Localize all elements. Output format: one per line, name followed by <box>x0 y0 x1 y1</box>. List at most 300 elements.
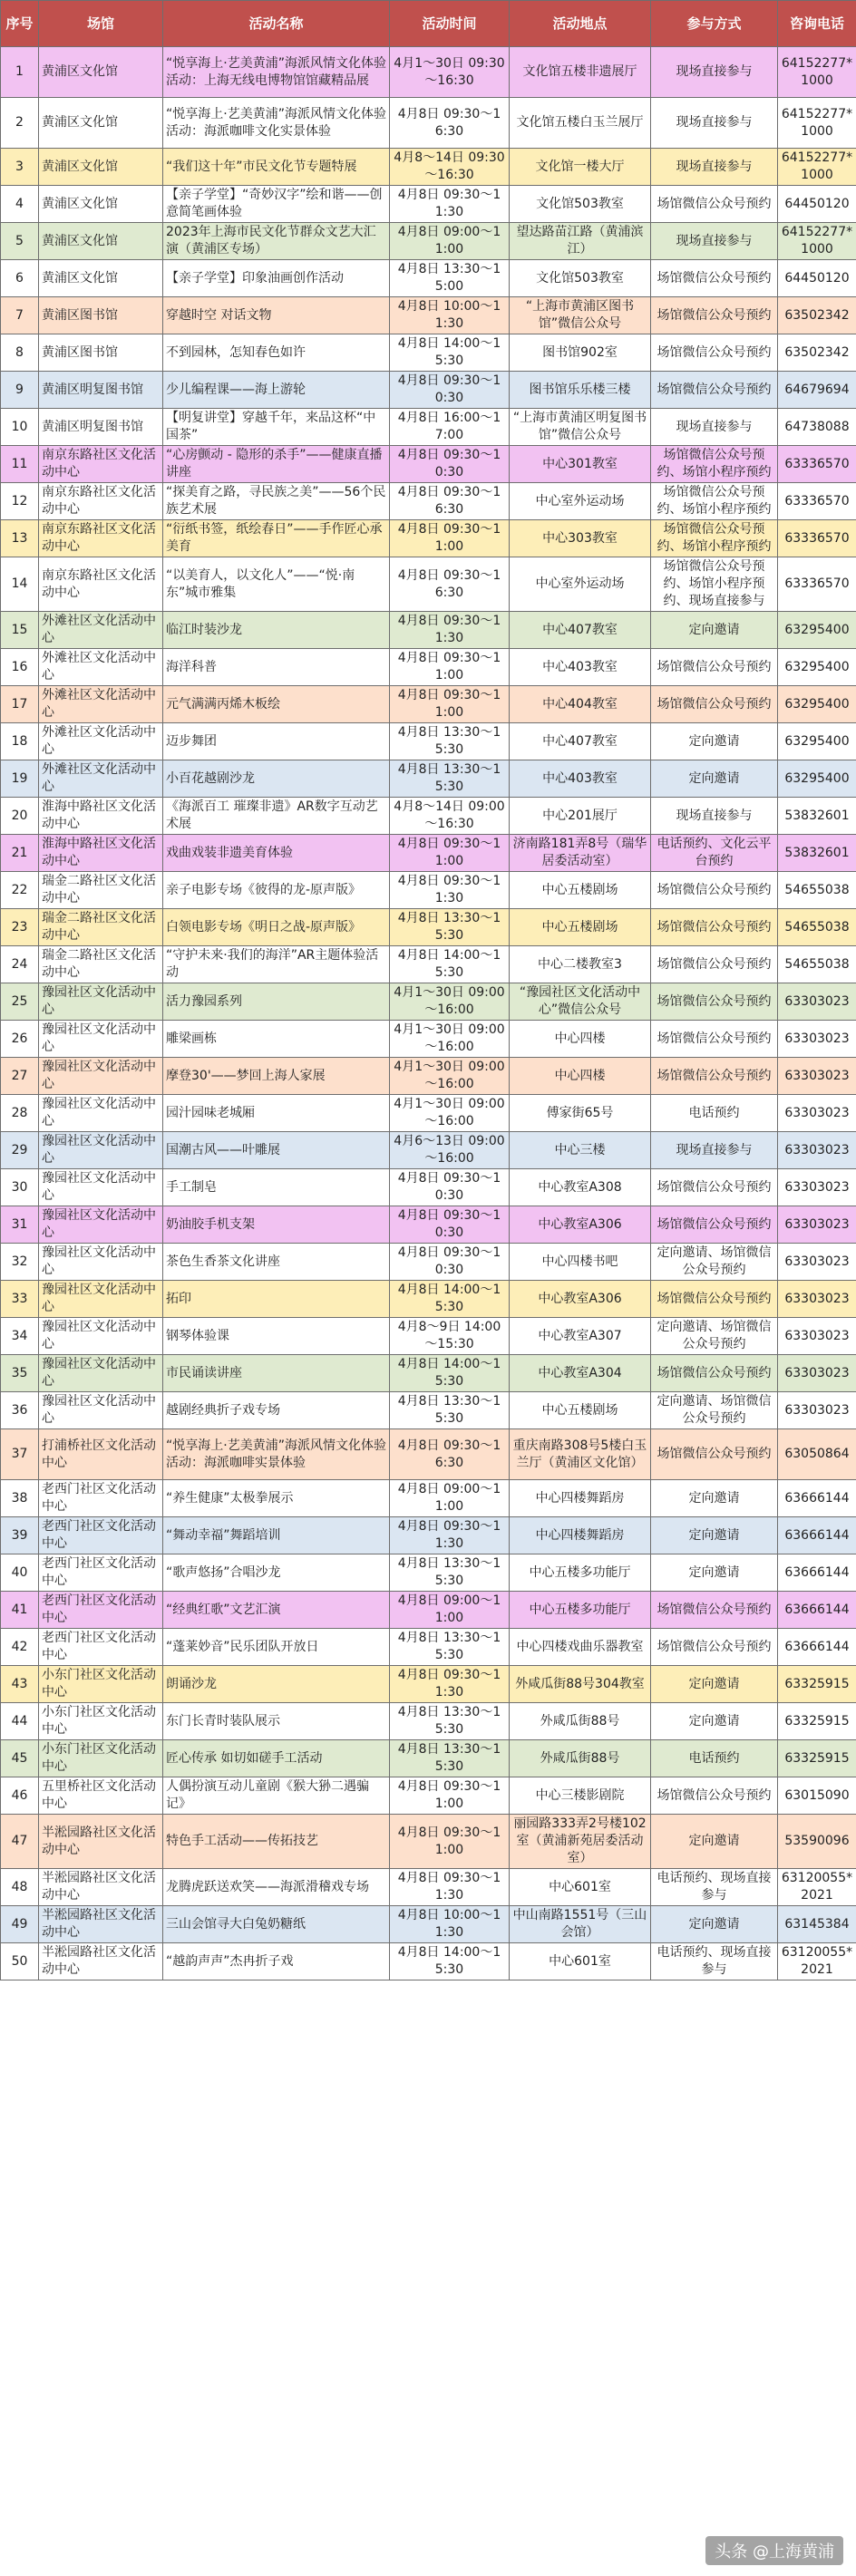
row-method: 定向邀请 <box>651 1480 778 1517</box>
table-row <box>1 1021 856 1058</box>
row-no: 34 <box>1 1318 39 1355</box>
row-venue: 黄浦区明复图书馆 <box>39 409 163 446</box>
row-activity-name: 茶色生香茶文化讲座 <box>163 1244 390 1281</box>
row-time: 4月8日 09:30～11:30 <box>390 186 510 223</box>
row-no: 22 <box>1 872 39 909</box>
row-phone: 64679694 <box>778 372 856 409</box>
row-phone: 63295400 <box>778 760 856 798</box>
row-method: 场馆微信公众号预约 <box>651 334 778 372</box>
row-time: 4月8日 09:00～11:00 <box>390 223 510 260</box>
row-activity-name: “衍纸书签，纸绘春日”——手作匠心承美育 <box>163 520 390 557</box>
row-activity-name: “悦享海上·艺美黄浦”海派风情文化体验活动：上海无线电博物馆馆藏精品展 <box>163 47 390 98</box>
row-no: 32 <box>1 1244 39 1281</box>
row-venue: 豫园社区文化活动中心 <box>39 1021 163 1058</box>
col-header-no: 序号 <box>1 1 39 47</box>
table-row <box>1 260 856 297</box>
row-no: 50 <box>1 1943 39 1980</box>
row-place: 中心四楼 <box>510 1058 651 1095</box>
row-place: 中山南路1551号（三山会馆） <box>510 1906 651 1943</box>
row-venue: 半淞园路社区文化活动中心 <box>39 1869 163 1906</box>
row-venue: 小东门社区文化活动中心 <box>39 1666 163 1703</box>
row-activity-name: 匠心传承 如切如磋手工活动 <box>163 1740 390 1777</box>
table-header-row <box>1 1 856 47</box>
table-row <box>1 1281 856 1318</box>
row-method: 场馆微信公众号预约、场馆小程序预约 <box>651 483 778 520</box>
row-method: 现场直接参与 <box>651 47 778 98</box>
row-activity-name: 小百花越剧沙龙 <box>163 760 390 798</box>
row-phone: 53832601 <box>778 798 856 835</box>
row-method: 现场直接参与 <box>651 798 778 835</box>
row-activity-name: “心房颤动 - 隐形的杀手”——健康直播讲座 <box>163 446 390 483</box>
row-phone: 63336570 <box>778 483 856 520</box>
row-no: 15 <box>1 612 39 649</box>
row-no: 8 <box>1 334 39 372</box>
row-time: 4月8日 09:30～11:00 <box>390 835 510 872</box>
row-venue: 豫园社区文化活动中心 <box>39 1095 163 1132</box>
row-phone: 63295400 <box>778 612 856 649</box>
row-activity-name: 海洋科普 <box>163 649 390 686</box>
row-time: 4月8日 13:30～15:30 <box>390 760 510 798</box>
row-method: 场馆微信公众号预约 <box>651 260 778 297</box>
row-phone: 63666144 <box>778 1592 856 1629</box>
row-venue: 小东门社区文化活动中心 <box>39 1740 163 1777</box>
row-place: 中心五楼多功能厅 <box>510 1592 651 1629</box>
row-no: 17 <box>1 686 39 723</box>
row-place: “上海市黄浦区明复图书馆”微信公众号 <box>510 409 651 446</box>
table-row <box>1 1169 856 1206</box>
watermark-label: 头条 @上海黄浦 <box>705 2536 843 2565</box>
row-venue: 瑞金二路社区文化活动中心 <box>39 872 163 909</box>
row-phone: 63303023 <box>778 1318 856 1355</box>
row-no: 18 <box>1 723 39 760</box>
row-method: 场馆微信公众号预约 <box>651 946 778 983</box>
row-venue: 小东门社区文化活动中心 <box>39 1703 163 1740</box>
row-phone: 63303023 <box>778 983 856 1021</box>
row-place: 中心601室 <box>510 1869 651 1906</box>
row-venue: 豫园社区文化活动中心 <box>39 1318 163 1355</box>
row-no: 20 <box>1 798 39 835</box>
row-venue: 老西门社区文化活动中心 <box>39 1480 163 1517</box>
row-venue: 黄浦区文化馆 <box>39 149 163 186</box>
row-activity-name: “以美育人，以文化人”——“悦·南东”城市雅集 <box>163 557 390 612</box>
table-row <box>1 47 856 98</box>
row-activity-name: 奶油胶手机支架 <box>163 1206 390 1244</box>
row-time: 4月8～14日 09:00～16:30 <box>390 798 510 835</box>
row-place: 丽园路333弄2号楼102室（黄浦新苑居委活动室） <box>510 1815 651 1869</box>
row-no: 19 <box>1 760 39 798</box>
table-row <box>1 1244 856 1281</box>
row-place: 中心404教室 <box>510 686 651 723</box>
row-venue: 半淞园路社区文化活动中心 <box>39 1815 163 1869</box>
row-venue: 豫园社区文化活动中心 <box>39 1392 163 1429</box>
row-method: 场馆微信公众号预约 <box>651 1058 778 1095</box>
row-activity-name: 朗诵沙龙 <box>163 1666 390 1703</box>
col-header-activity: 活动名称 <box>163 1 390 47</box>
table-row <box>1 983 856 1021</box>
row-venue: 黄浦区明复图书馆 <box>39 372 163 409</box>
row-time: 4月1～30日 09:30～16:30 <box>390 47 510 98</box>
table-row <box>1 372 856 409</box>
row-venue: 黄浦区文化馆 <box>39 98 163 149</box>
row-venue: 淮海中路社区文化活动中心 <box>39 835 163 872</box>
row-method: 现场直接参与 <box>651 149 778 186</box>
row-phone: 63666144 <box>778 1517 856 1554</box>
row-venue: 外滩社区文化活动中心 <box>39 760 163 798</box>
row-activity-name: 东门长青时装队展示 <box>163 1703 390 1740</box>
row-place: 外咸瓜街88号 <box>510 1703 651 1740</box>
row-place: 中心教室A306 <box>510 1281 651 1318</box>
row-venue: 豫园社区文化活动中心 <box>39 1206 163 1244</box>
row-activity-name: “越韵声声”杰冉折子戏 <box>163 1943 390 1980</box>
row-venue: 豫园社区文化活动中心 <box>39 1355 163 1392</box>
row-phone: 63303023 <box>778 1206 856 1244</box>
row-place: 望达路苗江路（黄浦滨江） <box>510 223 651 260</box>
row-time: 4月8～9日 14:00～15:30 <box>390 1318 510 1355</box>
row-phone: 63303023 <box>778 1355 856 1392</box>
row-method: 场馆微信公众号预约 <box>651 1206 778 1244</box>
row-time: 4月8日 13:30～15:30 <box>390 1740 510 1777</box>
row-phone: 63303023 <box>778 1244 856 1281</box>
row-no: 12 <box>1 483 39 520</box>
row-activity-name: 【亲子学堂】印象油画创作活动 <box>163 260 390 297</box>
row-place: 重庆南路308号5楼白玉兰厅（黄浦区文化馆） <box>510 1429 651 1480</box>
row-no: 7 <box>1 297 39 334</box>
row-venue: 豫园社区文化活动中心 <box>39 1169 163 1206</box>
row-no: 39 <box>1 1517 39 1554</box>
row-time: 4月8日 09:30～11:30 <box>390 1517 510 1554</box>
row-time: 4月6～13日 09:00～16:00 <box>390 1132 510 1169</box>
row-method: 定向邀请 <box>651 723 778 760</box>
row-time: 4月8日 09:30～11:00 <box>390 520 510 557</box>
row-no: 5 <box>1 223 39 260</box>
row-place: 中心教室A308 <box>510 1169 651 1206</box>
row-time: 4月8日 10:00～11:30 <box>390 297 510 334</box>
col-header-place: 活动地点 <box>510 1 651 47</box>
row-venue: 黄浦区图书馆 <box>39 297 163 334</box>
row-place: 中心303教室 <box>510 520 651 557</box>
row-phone: 63120055*2021 <box>778 1943 856 1980</box>
row-activity-name: 龙腾虎跃送欢笑——海派滑稽戏专场 <box>163 1869 390 1906</box>
row-method: 电话预约、文化云平台预约 <box>651 835 778 872</box>
row-activity-name: 临江时装沙龙 <box>163 612 390 649</box>
row-time: 4月8日 10:00～11:30 <box>390 1906 510 1943</box>
row-method: 场馆微信公众号预约 <box>651 1355 778 1392</box>
row-time: 4月8日 09:00～11:00 <box>390 1592 510 1629</box>
row-no: 13 <box>1 520 39 557</box>
col-header-time: 活动时间 <box>390 1 510 47</box>
table-row <box>1 1815 856 1869</box>
col-header-method: 参与方式 <box>651 1 778 47</box>
table-row <box>1 1095 856 1132</box>
row-place: 文化馆五楼白玉兰展厅 <box>510 98 651 149</box>
table-row <box>1 1206 856 1244</box>
table-row <box>1 723 856 760</box>
row-phone: 63336570 <box>778 557 856 612</box>
row-no: 47 <box>1 1815 39 1869</box>
row-method: 场馆微信公众号预约 <box>651 372 778 409</box>
row-method: 定向邀请 <box>651 1815 778 1869</box>
table-row <box>1 1392 856 1429</box>
row-time: 4月1～30日 09:00～16:00 <box>390 1058 510 1095</box>
table-row <box>1 1355 856 1392</box>
row-method: 现场直接参与 <box>651 223 778 260</box>
row-phone: 63666144 <box>778 1480 856 1517</box>
row-method: 场馆微信公众号预约 <box>651 649 778 686</box>
row-activity-name: 【明复讲堂】穿越千年，来品这杯“中国茶” <box>163 409 390 446</box>
row-place: 中心三楼影剧院 <box>510 1777 651 1815</box>
row-time: 4月8日 13:30～15:30 <box>390 1703 510 1740</box>
row-phone: 64152277*1000 <box>778 47 856 98</box>
row-venue: 黄浦区文化馆 <box>39 186 163 223</box>
row-place: 中心室外运动场 <box>510 483 651 520</box>
row-venue: 半淞园路社区文化活动中心 <box>39 1943 163 1980</box>
row-activity-name: 亲子电影专场《彼得的龙-原声版》 <box>163 872 390 909</box>
row-place: 文化馆五楼非遗展厅 <box>510 47 651 98</box>
row-method: 场馆微信公众号预约 <box>651 186 778 223</box>
row-time: 4月8日 14:00～15:30 <box>390 1943 510 1980</box>
row-method: 电话预约 <box>651 1095 778 1132</box>
row-time: 4月8日 14:00～15:30 <box>390 1281 510 1318</box>
row-no: 10 <box>1 409 39 446</box>
row-place: 中心301教室 <box>510 446 651 483</box>
row-place: 中心五楼剧场 <box>510 872 651 909</box>
table-row <box>1 1480 856 1517</box>
row-phone: 63303023 <box>778 1058 856 1095</box>
row-place: 中心三楼 <box>510 1132 651 1169</box>
row-venue: 老西门社区文化活动中心 <box>39 1629 163 1666</box>
row-no: 36 <box>1 1392 39 1429</box>
table-row <box>1 1429 856 1480</box>
row-activity-name: 摩登30'——梦回上海人家展 <box>163 1058 390 1095</box>
row-time: 4月8日 09:30～10:30 <box>390 1206 510 1244</box>
row-activity-name: 2023年上海市民文化节群众文艺大汇演（黄浦区专场） <box>163 223 390 260</box>
row-activity-name: 戏曲戏装非遗美育体验 <box>163 835 390 872</box>
row-venue: 半淞园路社区文化活动中心 <box>39 1906 163 1943</box>
row-no: 31 <box>1 1206 39 1244</box>
row-place: 中心403教室 <box>510 649 651 686</box>
row-activity-name: 迈步舞团 <box>163 723 390 760</box>
row-place: 中心403教室 <box>510 760 651 798</box>
row-phone: 64450120 <box>778 260 856 297</box>
row-no: 40 <box>1 1554 39 1592</box>
row-venue: 老西门社区文化活动中心 <box>39 1517 163 1554</box>
row-place: 中心五楼剧场 <box>510 1392 651 1429</box>
table-row <box>1 1629 856 1666</box>
table-row <box>1 1740 856 1777</box>
row-no: 6 <box>1 260 39 297</box>
row-phone: 63303023 <box>778 1132 856 1169</box>
row-place: 外咸瓜街88号 <box>510 1740 651 1777</box>
row-activity-name: 少儿编程课——海上游轮 <box>163 372 390 409</box>
row-place: “豫园社区文化活动中心”微信公众号 <box>510 983 651 1021</box>
row-time: 4月8日 09:30～16:30 <box>390 1429 510 1480</box>
row-phone: 63303023 <box>778 1021 856 1058</box>
row-venue: 瑞金二路社区文化活动中心 <box>39 909 163 946</box>
row-venue: 南京东路社区文化活动中心 <box>39 483 163 520</box>
table-row <box>1 186 856 223</box>
table-row <box>1 297 856 334</box>
row-phone: 63502342 <box>778 334 856 372</box>
row-venue: 豫园社区文化活动中心 <box>39 1281 163 1318</box>
row-phone: 63303023 <box>778 1095 856 1132</box>
row-no: 23 <box>1 909 39 946</box>
row-phone: 63145384 <box>778 1906 856 1943</box>
row-venue: 外滩社区文化活动中心 <box>39 686 163 723</box>
row-no: 44 <box>1 1703 39 1740</box>
row-venue: 黄浦区文化馆 <box>39 260 163 297</box>
row-venue: 老西门社区文化活动中心 <box>39 1592 163 1629</box>
row-venue: 豫园社区文化活动中心 <box>39 983 163 1021</box>
row-phone: 63303023 <box>778 1169 856 1206</box>
row-no: 9 <box>1 372 39 409</box>
row-no: 14 <box>1 557 39 612</box>
row-phone: 63015090 <box>778 1777 856 1815</box>
row-phone: 63666144 <box>778 1629 856 1666</box>
row-time: 4月8日 09:30～11:00 <box>390 686 510 723</box>
row-no: 35 <box>1 1355 39 1392</box>
row-activity-name: 活力豫园系列 <box>163 983 390 1021</box>
row-activity-name: “我们这十年”市民文化节专题特展 <box>163 149 390 186</box>
row-method: 定向邀请 <box>651 760 778 798</box>
row-time: 4月1～30日 09:00～16:00 <box>390 983 510 1021</box>
row-place: 傅家街65号 <box>510 1095 651 1132</box>
row-time: 4月8日 09:30～10:30 <box>390 372 510 409</box>
row-no: 26 <box>1 1021 39 1058</box>
table-row <box>1 835 856 872</box>
row-activity-name: 特色手工活动——传拓技艺 <box>163 1815 390 1869</box>
table-row <box>1 1058 856 1095</box>
row-time: 4月8日 09:30～11:00 <box>390 649 510 686</box>
row-activity-name: 不到园林，怎知春色如许 <box>163 334 390 372</box>
row-place: 中心407教室 <box>510 612 651 649</box>
row-venue: 瑞金二路社区文化活动中心 <box>39 946 163 983</box>
row-place: 文化馆一楼大厅 <box>510 149 651 186</box>
row-activity-name: 国潮古风——叶雕展 <box>163 1132 390 1169</box>
row-venue: 淮海中路社区文化活动中心 <box>39 798 163 835</box>
row-phone: 64152277*1000 <box>778 98 856 149</box>
row-venue: 豫园社区文化活动中心 <box>39 1132 163 1169</box>
row-phone: 63336570 <box>778 520 856 557</box>
row-no: 37 <box>1 1429 39 1480</box>
row-place: 中心201展厅 <box>510 798 651 835</box>
row-time: 4月8日 09:30～10:30 <box>390 446 510 483</box>
row-time: 4月8日 13:30～15:30 <box>390 1392 510 1429</box>
row-no: 24 <box>1 946 39 983</box>
row-no: 28 <box>1 1095 39 1132</box>
row-time: 4月8日 13:30～15:30 <box>390 1629 510 1666</box>
row-method: 电话预约 <box>651 1740 778 1777</box>
table-row <box>1 1869 856 1906</box>
row-time: 4月1～30日 09:00～16:00 <box>390 1095 510 1132</box>
table-row <box>1 1318 856 1355</box>
row-time: 4月8～14日 09:30～16:30 <box>390 149 510 186</box>
row-place: 中心四楼书吧 <box>510 1244 651 1281</box>
row-no: 33 <box>1 1281 39 1318</box>
row-method: 场馆微信公众号预约 <box>651 1429 778 1480</box>
row-method: 定向邀请 <box>651 1554 778 1592</box>
table-row <box>1 1943 856 1980</box>
row-activity-name: 市民诵读讲座 <box>163 1355 390 1392</box>
row-method: 场馆微信公众号预约 <box>651 872 778 909</box>
row-time: 4月8日 09:30～16:30 <box>390 483 510 520</box>
row-place: 中心教室A307 <box>510 1318 651 1355</box>
row-time: 4月8日 09:00～11:00 <box>390 1480 510 1517</box>
table-row <box>1 520 856 557</box>
row-phone: 54655038 <box>778 872 856 909</box>
row-activity-name: 三山会馆寻大白兔奶糖纸 <box>163 1906 390 1943</box>
table-row <box>1 334 856 372</box>
row-phone: 54655038 <box>778 946 856 983</box>
row-activity-name: “养生健康”太极拳展示 <box>163 1480 390 1517</box>
row-activity-name: “探美育之路，寻民族之美”——56个民族艺术展 <box>163 483 390 520</box>
row-activity-name: 元气满满丙烯木板绘 <box>163 686 390 723</box>
row-place: 中心室外运动场 <box>510 557 651 612</box>
row-no: 3 <box>1 149 39 186</box>
row-time: 4月8日 14:00～15:30 <box>390 1355 510 1392</box>
table-row <box>1 1666 856 1703</box>
row-activity-name: “歌声悠扬”合唱沙龙 <box>163 1554 390 1592</box>
row-venue: 外滩社区文化活动中心 <box>39 723 163 760</box>
row-place: 中心二楼教室3 <box>510 946 651 983</box>
row-no: 45 <box>1 1740 39 1777</box>
row-time: 4月8日 09:30～11:30 <box>390 1869 510 1906</box>
row-activity-name: “悦享海上·艺美黄浦”海派风情文化体验活动：海派咖啡实景体验 <box>163 1429 390 1480</box>
row-method: 场馆微信公众号预约、场馆小程序预约、现场直接参与 <box>651 557 778 612</box>
row-phone: 64450120 <box>778 186 856 223</box>
row-time: 4月8日 14:00～15:30 <box>390 334 510 372</box>
row-method: 场馆微信公众号预约 <box>651 1629 778 1666</box>
row-place: 文化馆503教室 <box>510 186 651 223</box>
table-row <box>1 1517 856 1554</box>
row-venue: 外滩社区文化活动中心 <box>39 612 163 649</box>
row-no: 1 <box>1 47 39 98</box>
row-method: 现场直接参与 <box>651 409 778 446</box>
table-row <box>1 446 856 483</box>
row-activity-name: 越剧经典折子戏专场 <box>163 1392 390 1429</box>
row-time: 4月8日 13:30～15:30 <box>390 1554 510 1592</box>
row-method: 场馆微信公众号预约 <box>651 983 778 1021</box>
row-activity-name: 雕梁画栋 <box>163 1021 390 1058</box>
row-venue: 南京东路社区文化活动中心 <box>39 557 163 612</box>
row-activity-name: 【亲子学堂】“奇妙汉字”绘和谐——创意简笔画体验 <box>163 186 390 223</box>
row-activity-name: “经典红歌”文艺汇演 <box>163 1592 390 1629</box>
row-place: 图书馆902室 <box>510 334 651 372</box>
row-place: 中心教室A304 <box>510 1355 651 1392</box>
row-activity-name: 《海派百工 璀璨非遗》AR数字互动艺术展 <box>163 798 390 835</box>
table-row <box>1 946 856 983</box>
row-method: 定向邀请 <box>651 1666 778 1703</box>
row-place: 中心四楼舞蹈房 <box>510 1517 651 1554</box>
row-time: 4月8日 09:30～11:30 <box>390 612 510 649</box>
row-place: 中心四楼 <box>510 1021 651 1058</box>
row-phone: 64738088 <box>778 409 856 446</box>
row-method: 定向邀请 <box>651 1517 778 1554</box>
row-venue: 豫园社区文化活动中心 <box>39 1244 163 1281</box>
row-activity-name: “悦享海上·艺美黄浦”海派风情文化体验活动：海派咖啡文化实景体验 <box>163 98 390 149</box>
row-time: 4月8日 09:30～11:30 <box>390 872 510 909</box>
row-activity-name: 钢琴体验课 <box>163 1318 390 1355</box>
col-header-venue: 场馆 <box>39 1 163 47</box>
table-row <box>1 1703 856 1740</box>
row-time: 4月8日 09:30～16:30 <box>390 98 510 149</box>
row-method: 现场直接参与 <box>651 1132 778 1169</box>
table-row <box>1 557 856 612</box>
table-row <box>1 686 856 723</box>
row-method: 现场直接参与 <box>651 98 778 149</box>
row-time: 4月8日 09:30～11:30 <box>390 1666 510 1703</box>
row-method: 场馆微信公众号预约 <box>651 1592 778 1629</box>
row-venue: 南京东路社区文化活动中心 <box>39 520 163 557</box>
